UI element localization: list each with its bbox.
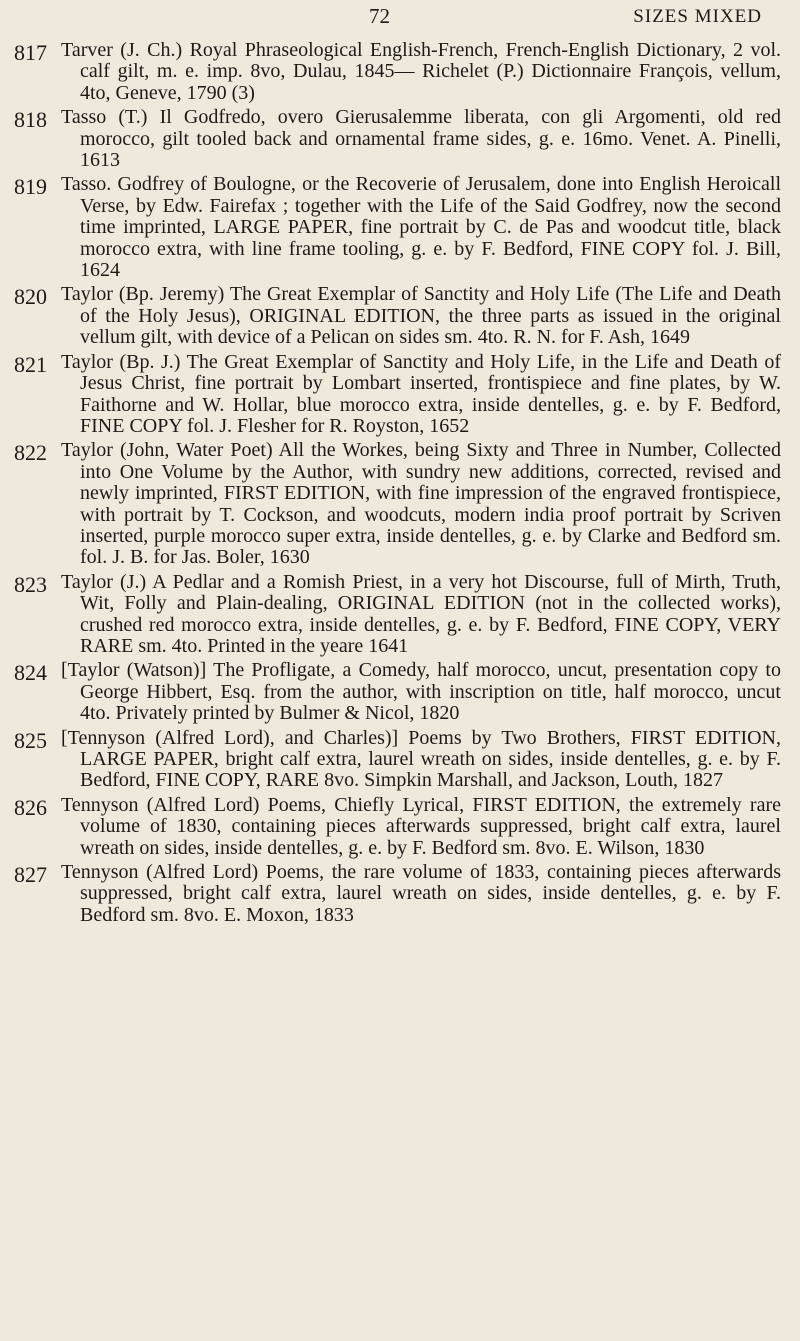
catalogue-entry <box>0 795 800 859</box>
catalogue-entry <box>0 284 800 348</box>
lot-description: Tennyson (Alfred Lord) Poems, Chiefly Lyrical, FIRST EDITION, the extremely rare volume of 1830, containing pieces afterwards suppressed, bright calf extra, laurel wreath on sides, inside dentelles, g. e. by F. Bedford sm. 8vo. E. Wilson, 1830 <box>61 793 781 859</box>
catalogue-entry <box>0 862 800 926</box>
lot-number: 823 <box>14 571 47 597</box>
lot-number: 819 <box>14 174 47 200</box>
lot-number: 818 <box>14 107 47 133</box>
lot-description: Tarver (J. Ch.) Royal Phraseological English-French, French-English Dictionary, 2 vol. calf gilt, m. e. imp. 8vo, Dulau, 1845— Richelet (P.) Dictionnaire François, vellum, 4to, Geneve, 1790 (3) <box>61 39 781 104</box>
lot-description: Taylor (Bp. J.) The Great Exemplar of Sanctity and Holy Life, in the Life and Death of Jesus Christ, fine portrait by Lombart inserted, frontispiece and fine plates, by W. Faithorne and W. Hollar, blue morocco extra, inside dentelles, g. e. by F. Bedford, FINE COPY fol. J. Flesher for R. Royston, 1652 <box>61 350 781 437</box>
lot-number: 827 <box>14 862 47 888</box>
lot-description: Tasso (T.) Il Godfredo, overo Gierusalemme liberata, con gli Argomenti, old red morocco, gilt tooled back and ornamental frame sides, g. e. 16mo. Venet. A. Pinelli, 1613 <box>61 106 781 172</box>
lot-description: Taylor (J.) A Pedlar and a Romish Priest, in a very hot Discourse, full of Mirth, Truth, Wit, Folly and Plain-dealing, ORIGINAL EDITION (not in the collected works), crushed red morocco extra, inside dentelles, g. e. by F. Bedford, FINE COPY, VERY RARE sm. 4to. Printed in the yeare 1641 <box>61 570 781 657</box>
catalogue-entry <box>0 728 800 792</box>
page-number: 72 <box>369 4 390 28</box>
lot-description: [Tennyson (Alfred Lord), and Charles)] Poems by Two Brothers, FIRST EDITION, LARGE PAPER, bright calf extra, laurel wreath on sides, inside dentelles, g. e. by F. Bedford, FINE COPY, RARE 8vo. Simpkin Marshall, and Jackson, Louth, 1827 <box>61 726 781 792</box>
catalogue-entry <box>0 107 800 171</box>
lot-description: Tasso. Godfrey of Boulogne, or the Recoverie of Jerusalem, done into English Heroicall Verse, by Edw. Fairefax ; together with the Life of the Said Godfrey, now the second time imprinted, LARGE PAPER, fine portrait by C. de Pas and woodcut title, black morocco extra, with line frame tooling, g. e. by F. Bedford, FINE COPY fol. J. Bill, 1624 <box>61 173 781 282</box>
lot-number: 822 <box>14 440 47 466</box>
catalogue-entry <box>0 352 800 438</box>
catalogue-entry <box>0 660 800 724</box>
catalogue-entry <box>0 174 800 281</box>
running-head: SIZES MIXED <box>633 6 762 27</box>
lot-description: Tennyson (Alfred Lord) Poems, the rare volume of 1833, containing pieces afterwards suppressed, bright calf extra, laurel wreath on sides, inside dentelles, g. e. by F. Bedford sm. 8vo. E. Moxon, 1833 <box>61 861 781 926</box>
catalogue-entry <box>0 572 800 658</box>
catalogue-entry <box>0 40 800 104</box>
lot-number: 820 <box>14 284 47 310</box>
lot-number: 825 <box>14 727 47 753</box>
lot-description: [Taylor (Watson)] The Profligate, a Comedy, half morocco, uncut, presentation copy to George Hibbert, Esq. from the author, with inscription on title, half morocco, uncut 4to. Privately printed by Bulmer & Nicol, 1820 <box>61 659 781 725</box>
catalogue-entry <box>0 440 800 568</box>
page-header <box>0 2 800 38</box>
lot-number: 821 <box>14 351 47 377</box>
lot-number: 824 <box>14 660 47 686</box>
lot-number: 826 <box>14 794 47 820</box>
lot-number: 817 <box>14 40 47 65</box>
lot-description: Taylor (Bp. Jeremy) The Great Exemplar of Sanctity and Holy Life (The Life and Death of the Holy Jesus), ORIGINAL EDITION, the three parts as issued in the original vellum gilt, with device of a Pelican on sides sm. 4to. R. N. for F. Ash, 1649 <box>61 283 781 349</box>
lot-description: Taylor (John, Water Poet) All the Workes, being Sixty and Three in Number, Collected into One Volume by the Author, with sundry new additions, corrected, revised and newly imprinted, FIRST EDITION, with fine impression of the engraved frontispiece, with portrait by T. Cockson, and woodcuts, modern india proof portrait by Scriven inserted, purple morocco super extra, inside dentelles, g. e. by Clarke and Bedford sm. fol. J. B. for Jas. Boler, 1630 <box>61 439 781 569</box>
lot-list <box>0 40 800 929</box>
